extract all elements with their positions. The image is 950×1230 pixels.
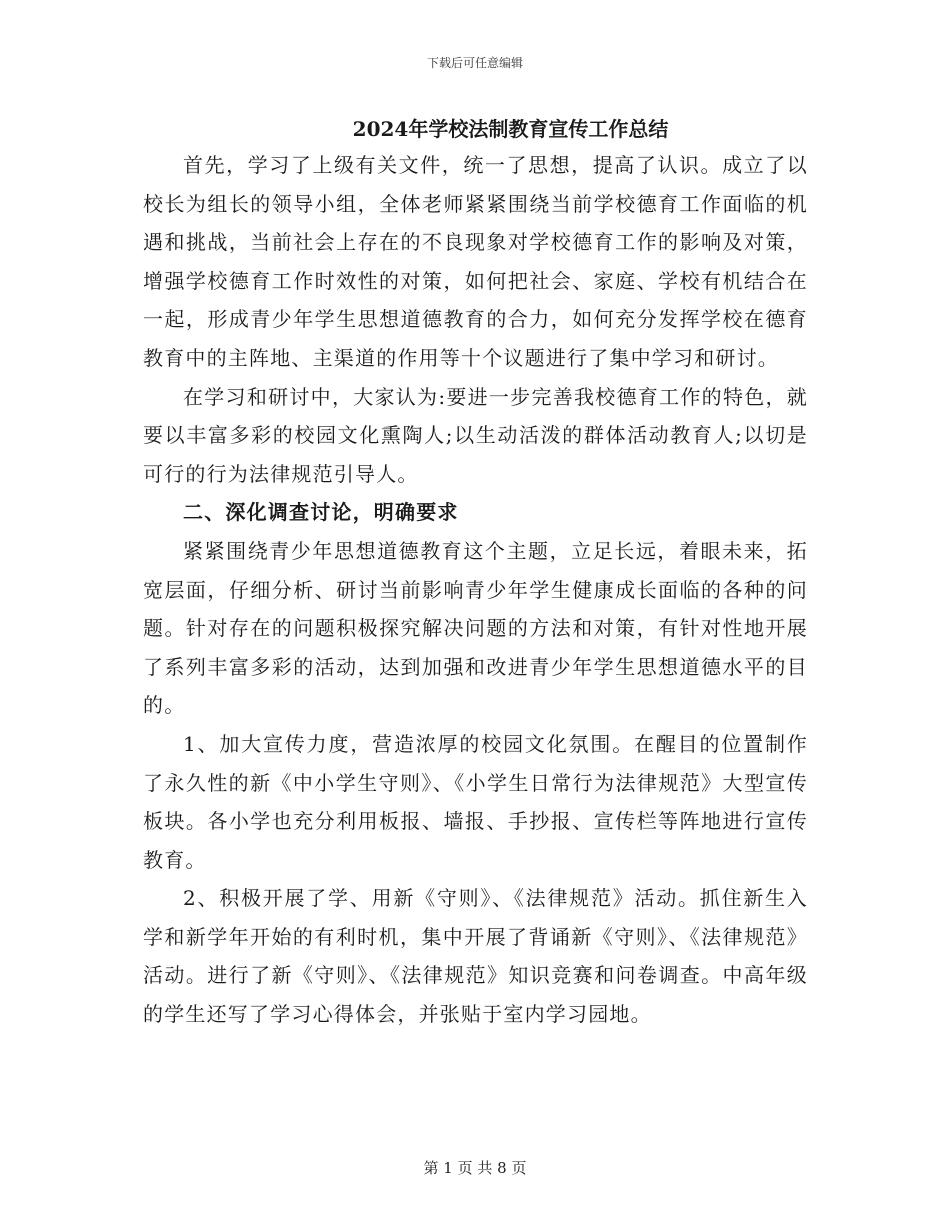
document-title: 2024年学校法制教育宣传工作总结: [352, 117, 669, 141]
paragraph: 紧紧围绕青少年思想道德教育这个主题，立足长远，着眼未来，拓宽层面，仔细分析、研讨当前影响青少年学生健康成长面临的各种的问题。针对存在的问题积极探究解决问题的方法和对策，有针对性地开展了系列丰富多彩的活动，达到加强和改进青少年学生思想道德水平的目的。: [143, 538, 808, 718]
header-note: 下载后可任意编辑: [426, 56, 523, 70]
document-body: [143, 112, 808, 1034]
paragraph: 首先，学习了上级有关文件，统一了思想，提高了认识。成立了以校长为组长的领导小组，全体老师紧紧围绕当前学校德育工作面临的机遇和挑战，当前社会上存在的不良现象对学校德育工作的影响及对策，增强学校德育工作时效性的对策，如何把社会、家庭、学校有机结合在一起，形成青少年学生思想道德教育的合力，如何充分发挥学校在德育教育中的主阵地、主渠道的作用等十个议题进行了集中学习和研讨。: [143, 153, 808, 370]
paragraph: 1、加大宣传力度，营造浓厚的校园文化氛围。在醒目的位置制作了永久性的新《中小学生守则》、《小学生日常行为法律规范》大型宣传板块。各小学也充分利用板报、墙报、手抄报、宣传栏等阵地进行宣传教育。: [143, 731, 808, 872]
paragraph: 在学习和研讨中，大家认为:要进一步完善我校德育工作的特色，就要以丰富多彩的校园文化熏陶人;以生动活泼的群体活动教育人;以切是可行的行为法律规范引导人。: [143, 384, 808, 486]
paragraph: 2、积极开展了学、用新《守则》、《法律规范》活动。抓住新生入学和新学年开始的有利时机，集中开展了背诵新《守则》、《法律规范》活动。进行了新《守则》、《法律规范》知识竞赛和问卷调查。中高年级的学生还写了学习心得体会，并张贴于室内学习园地。: [143, 886, 808, 1027]
page-number-footer: 第 1 页 共 8 页: [423, 1159, 527, 1177]
section-heading: 二、深化调查讨论，明确要求: [183, 500, 459, 525]
